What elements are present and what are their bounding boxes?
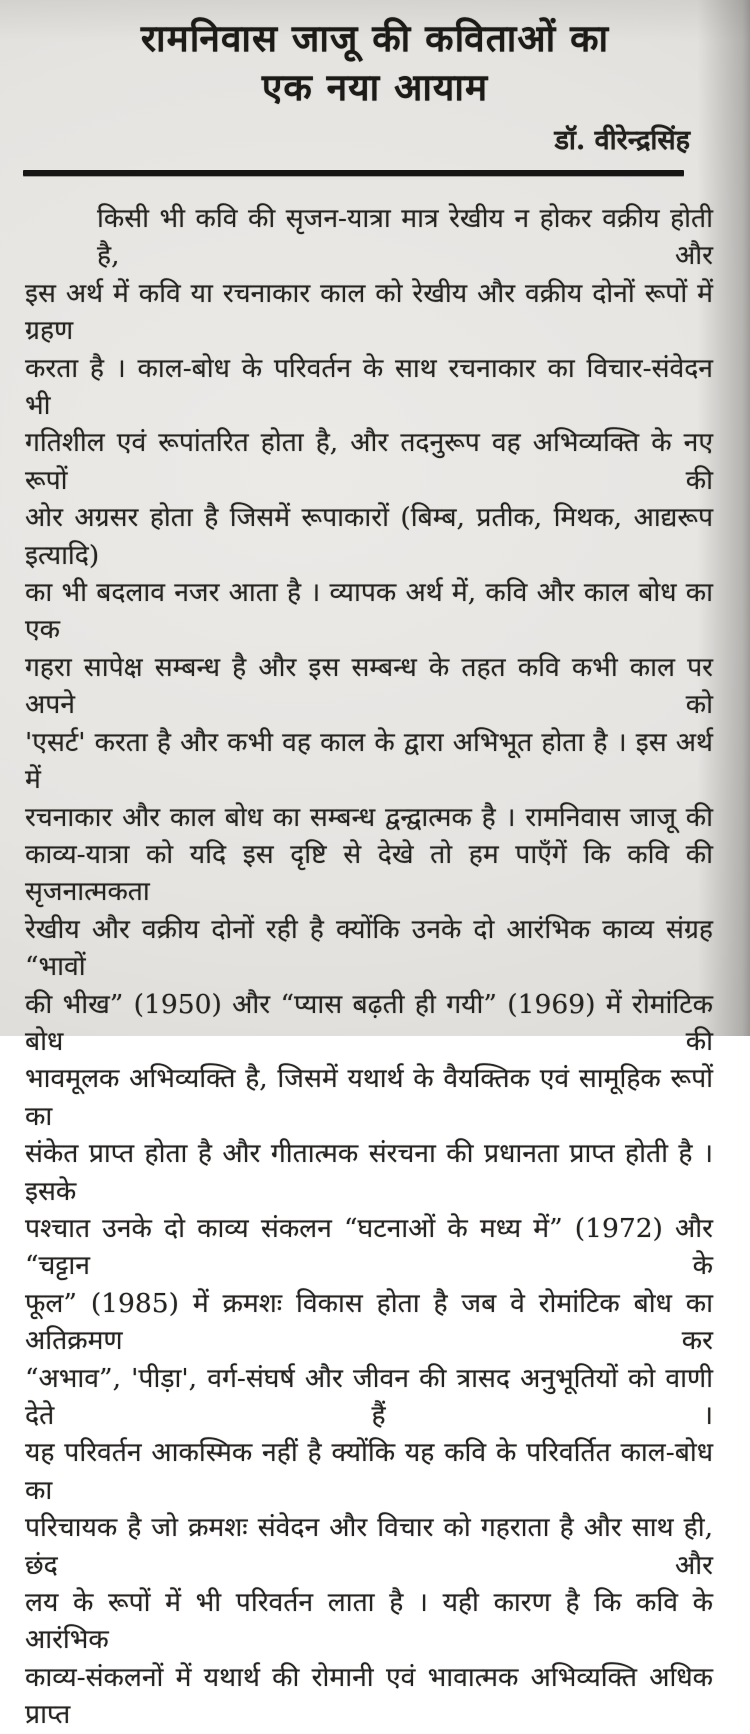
text-line: संकेत प्राप्त होता है और गीतात्मक संरचना की प्रधानता प्राप्त होती है । इसके <box>25 1138 713 1207</box>
text-line: रचनाकार और काल बोध का सम्बन्ध द्वन्द्वात्मक है । रामनिवास जाजू की <box>25 801 713 833</box>
text-line: इस अर्थ में कवि या रचनाकार काल को रेखीय और वक्रीय दोनों रूपों में ग्रहण <box>25 277 713 347</box>
title-block <box>0 0 750 112</box>
text-line: फूल” (1985) में क्रमशः विकास होता है जब वे रोमांटिक बोध का अतिक्रमण कर <box>25 1287 713 1357</box>
text-line: का भी बदलाव नजर आता है । व्यापक अर्थ में, कवि और काल बोध का एक <box>25 577 713 646</box>
text-line: किसी भी कवि की सृजन-यात्रा मात्र रेखीय न होकर वक्रीय होती है, और <box>97 203 713 272</box>
article-body <box>25 200 713 1734</box>
text-line: गहरा सापेक्ष सम्बन्ध है और इस सम्बन्ध के तहत कवि कभी काल पर अपने को <box>25 651 713 721</box>
text-line: करता है । काल-बोध के परिवर्तन के साथ रचनाकार का विचार-संवेदन भी <box>25 352 713 422</box>
text-line: भावमूलक अभिव्यक्ति है, जिसमें यथार्थ के वैयक्तिक एवं सामूहिक रूपों का <box>25 1063 713 1132</box>
text-line: पश्चात उनके दो काव्य संकलन “घटनाओं के मध्य में” (1972) और “चट्टान के <box>25 1212 713 1282</box>
text-line: 'एसर्ट' करता है और कभी वह काल के द्वारा अभिभूत होता है । इस अर्थ में <box>25 726 713 796</box>
text-line: ओर अग्रसर होता है जिसमें रूपाकारों (बिम्ब, प्रतीक, मिथक, आद्यरूप इत्यादि) <box>25 502 713 571</box>
text-line: काव्य-यात्रा को यदि इस दृष्टि से देखे तो हम पाएँगें कि कवि की सृजनात्मकता <box>25 838 713 908</box>
text-line: रेखीय और वक्रीय दोनों रही है क्योंकि उनके दो आरंभिक काव्य संग्रह “भावों <box>25 913 713 983</box>
text-line: की भीख” (1950) और “प्यास बढ़ती ही गयी” (1969) में रोमांटिक बोध की <box>25 988 713 1057</box>
text-line: लय के रूपों में भी परिवर्तन लाता है । यही कारण है कि कवि के आरंभिक <box>25 1587 713 1656</box>
author-byline: डॉ. वीरेन्द्रसिंह <box>554 125 690 156</box>
text-line: “अभाव”, 'पीड़ा', वर्ग-संघर्ष और जीवन की त्रासद अनुभूतियों को वाणी देते हैं । <box>25 1362 713 1431</box>
title-divider <box>23 170 684 176</box>
text-line: परिचायक है जो क्रमशः संवेदन और विचार को गहराता है और साथ ही, छंद और <box>25 1512 713 1581</box>
page-title-line-2: एक नया आयाम <box>261 65 489 109</box>
page-title-line-1: रामनिवास जाजू की कविताओं का <box>140 16 610 60</box>
text-line: गतिशील एवं रूपांतरित होता है, और तदनुरूप वह अभिव्यक्ति के नए रूपों की <box>25 427 713 496</box>
text-line: काव्य-संकलनों में यथार्थ की रोमानी एवं भावात्मक अभिव्यक्ति अधिक प्राप्त <box>25 1661 713 1731</box>
text-line: यह परिवर्तन आकस्मिक नहीं है क्योंकि यह कवि के परिवर्तित काल-बोध का <box>25 1437 713 1506</box>
